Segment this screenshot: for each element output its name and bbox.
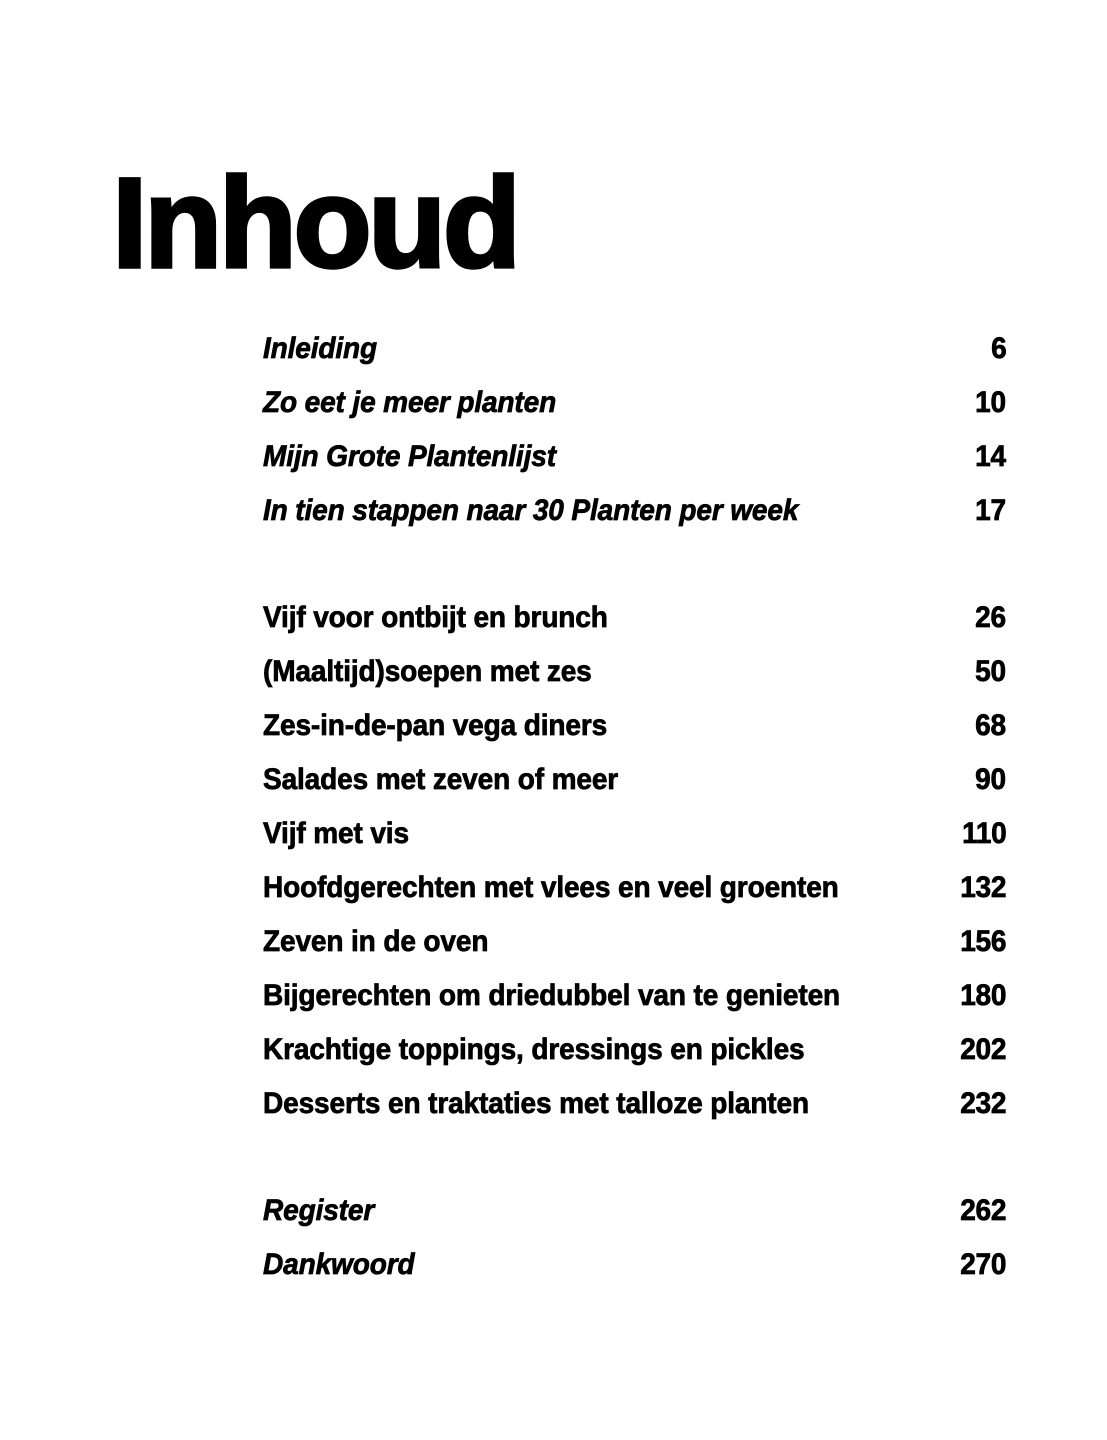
toc-entry[interactable] xyxy=(263,1077,1006,1131)
toc-entry-label: Krachtige toppings, dressings en pickles xyxy=(263,1033,805,1066)
toc-entry-page-number: 10 xyxy=(975,386,1006,419)
toc-entry-label: Zo eet je meer planten xyxy=(263,386,557,419)
toc-entry[interactable] xyxy=(263,1238,1006,1292)
toc-entry-page-number: 180 xyxy=(960,979,1006,1012)
toc-entry-page-number: 90 xyxy=(975,763,1006,796)
toc-entry-page-number: 110 xyxy=(961,817,1006,850)
toc-entry-page-number: 17 xyxy=(975,494,1006,527)
toc-entry[interactable] xyxy=(263,699,1006,753)
toc-entry[interactable] xyxy=(263,376,1006,430)
toc-entry-page-number: 202 xyxy=(960,1033,1006,1066)
toc-entry-page-number: 132 xyxy=(960,871,1006,904)
toc-entry-label: (Maaltijd)soepen met zes xyxy=(263,655,592,688)
toc-entry[interactable] xyxy=(263,645,1006,699)
toc-entry-label: Register xyxy=(263,1194,375,1227)
toc-entry[interactable] xyxy=(263,430,1006,484)
toc-entry-page-number: 14 xyxy=(975,440,1006,473)
toc-entry-label: Bijgerechten om driedubbel van te genieten xyxy=(263,979,841,1012)
toc-entry[interactable] xyxy=(263,484,1006,538)
page-title: Inhoud xyxy=(112,151,518,295)
toc-entry[interactable] xyxy=(263,753,1006,807)
toc-entry[interactable] xyxy=(263,591,1006,645)
toc-entry[interactable] xyxy=(263,969,1006,1023)
toc-entry[interactable] xyxy=(263,1023,1006,1077)
toc-entry-label: Salades met zeven of meer xyxy=(263,763,619,796)
toc-entry-label: Vijf voor ontbijt en brunch xyxy=(263,601,608,634)
toc-group-front-matter xyxy=(263,322,1006,538)
toc-entry-page-number: 232 xyxy=(960,1087,1006,1120)
toc-entry-page-number: 26 xyxy=(975,601,1006,634)
toc-entry-label: Vijf met vis xyxy=(263,817,409,850)
toc-entry[interactable] xyxy=(263,322,1006,376)
toc-entry-page-number: 68 xyxy=(975,709,1006,742)
toc-entry-label: Zes-in-de-pan vega diners xyxy=(263,709,608,742)
toc-entry-page-number: 50 xyxy=(975,655,1006,688)
toc-group-back-matter xyxy=(263,1184,1006,1292)
toc-entry-page-number: 262 xyxy=(960,1194,1006,1227)
toc-entry[interactable] xyxy=(263,915,1006,969)
toc-entry-label: Desserts en traktaties met talloze planten xyxy=(263,1087,809,1120)
toc-entry-label: Inleiding xyxy=(263,332,378,365)
toc-entry[interactable] xyxy=(263,861,1006,915)
toc-entry-page-number: 270 xyxy=(960,1248,1006,1281)
toc-entry[interactable] xyxy=(263,807,1006,861)
toc-entry-page-number: 156 xyxy=(960,925,1006,958)
toc-entry-label: Zeven in de oven xyxy=(263,925,489,958)
toc-entry-label: In tien stappen naar 30 Planten per week xyxy=(263,494,799,527)
toc-entry-label: Hoofdgerechten met vlees en veel groenten xyxy=(263,871,839,904)
toc-entry-label: Dankwoord xyxy=(263,1248,415,1281)
toc-group-chapters xyxy=(263,591,1006,1131)
toc-entry-label: Mijn Grote Plantenlijst xyxy=(263,440,556,473)
table-of-contents xyxy=(263,322,1006,1292)
toc-entry-page-number: 6 xyxy=(990,332,1006,365)
toc-entry[interactable] xyxy=(263,1184,1006,1238)
